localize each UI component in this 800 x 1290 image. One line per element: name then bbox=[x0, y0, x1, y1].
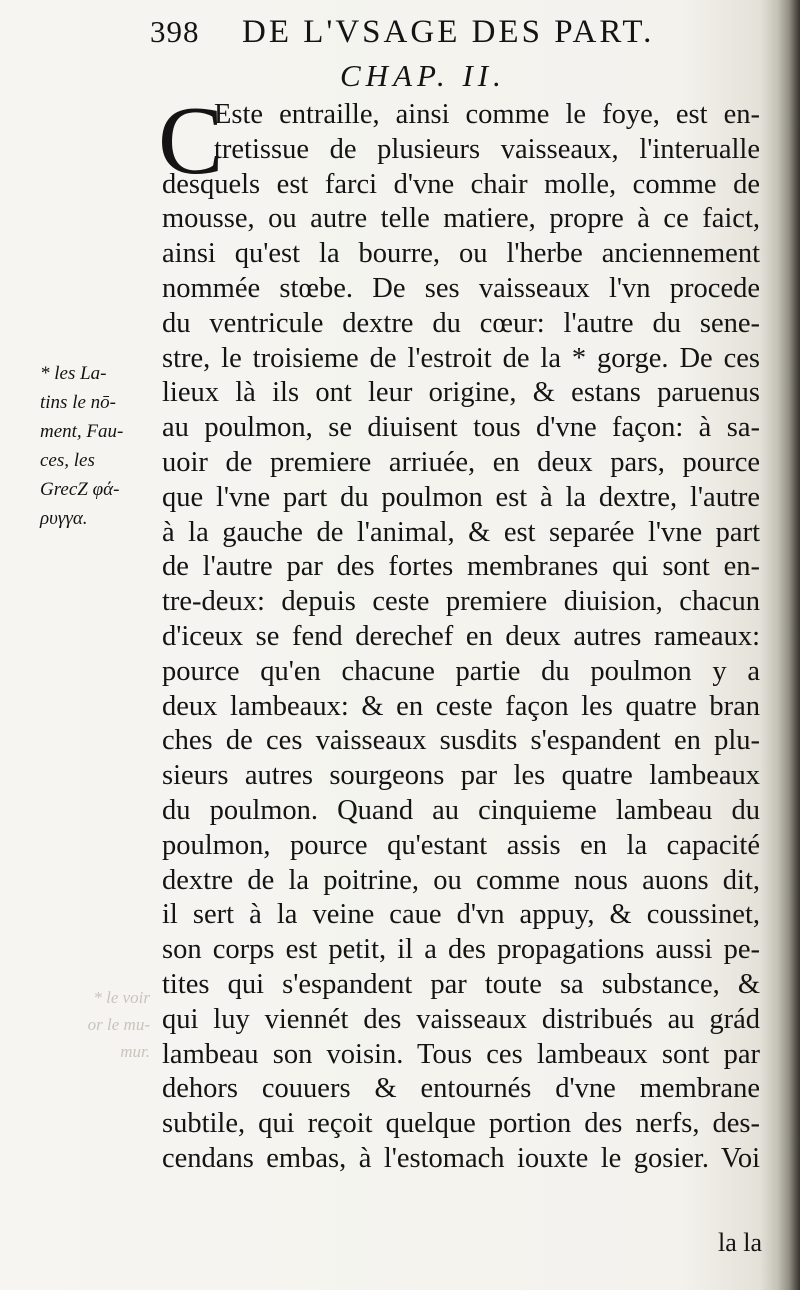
margin-note-line: ces, les bbox=[40, 450, 95, 471]
margin-note-line: ment, Fau- bbox=[40, 421, 124, 442]
text-line: qui luy viennét des vaisseaux distribués au grád bbox=[162, 1003, 760, 1035]
text-line: d'iceux se fend derechef en deux autres rameaux: bbox=[162, 621, 760, 652]
text-line: tites qui s'espandent par toute sa substance, & bbox=[162, 969, 760, 1000]
text-line: dehors couuers & entournés d'vne membrane bbox=[162, 1073, 760, 1105]
text-line: stre, le troisieme de l'estroit de la * gorge. De ces bbox=[162, 342, 760, 374]
text-line: au poulmon, se diuisent tous d'vne façon: à sa- bbox=[162, 412, 760, 444]
text-line: du poulmon. Quand au cinquieme lambeau du bbox=[162, 795, 760, 826]
text-line: sieurs autres sourgeons par les quatre lambeaux bbox=[162, 760, 760, 792]
text-line: que l'vne part du poulmon est à la dextre, l'autre bbox=[162, 481, 760, 513]
margin-note-line: ρυγγα. bbox=[40, 508, 88, 529]
page-number: 398 bbox=[150, 14, 200, 49]
text-line: uoir de premiere arriuée, en deux pars, pource bbox=[162, 447, 760, 478]
text-line: il sert à la veine caue d'vn appuy, & coussinet, bbox=[162, 899, 760, 931]
text-line: mousse, ou autre telle matiere, propre à ce faict, bbox=[162, 203, 760, 235]
drop-cap: C bbox=[158, 87, 224, 195]
margin-note-line: GrecZ φά- bbox=[40, 479, 120, 500]
page-edge-shadow bbox=[778, 0, 800, 1290]
text-line: subtile, qui reçoit quelque portion des nerfs, des- bbox=[162, 1108, 760, 1140]
text-line: ches de ces vaisseaux susdits s'espandent en plu- bbox=[162, 725, 760, 757]
running-title: DE L'VSAGE DES PART. bbox=[242, 14, 655, 50]
text-line: de l'autre par des fortes membranes qui sont en- bbox=[162, 551, 760, 583]
text-line: à la gauche de l'animal, & est separée l'vne part bbox=[162, 516, 760, 548]
text-line: cendans embas, à l'estomach iouxte le gosier. Voi bbox=[162, 1143, 760, 1174]
text-line: lambeau son voisin. Tous ces lambeaux sont par bbox=[162, 1038, 760, 1070]
margin-note-line: * les La- bbox=[40, 363, 107, 384]
text-line: pource qu'en chacune partie du poulmon y a bbox=[162, 655, 760, 687]
text-line: ainsi qu'est la bourre, ou l'herbe anciennement bbox=[162, 238, 760, 270]
chapter-heading: CHAP. II. bbox=[340, 58, 506, 93]
text-line: du ventricule dextre du cœur: l'autre du sene- bbox=[162, 307, 760, 339]
text-line: lieux là ils ont leur origine, & estans paruenus bbox=[162, 377, 760, 409]
bleed-note-line: or le mu- bbox=[87, 1015, 150, 1034]
text-line: nommée stœbe. De ses vaisseaux l'vn procede bbox=[162, 273, 760, 304]
bleed-note-line: * le voir bbox=[93, 988, 150, 1007]
text-line: tretissue de plusieurs vaisseaux, l'interualle bbox=[214, 133, 760, 165]
margin-note-line: tins le nō- bbox=[40, 392, 116, 413]
text-line: poulmon, pource qu'estant assis en la capacité bbox=[162, 829, 760, 861]
text-line: desquels est farci d'vne chair molle, comme de bbox=[162, 168, 760, 200]
running-header bbox=[150, 14, 720, 54]
catchword: la la bbox=[718, 1228, 763, 1257]
text-line: son corps est petit, il a des propagations aussi pe- bbox=[162, 934, 760, 966]
text-line: dextre de la poitrine, ou comme nous auons dit, bbox=[162, 864, 760, 896]
bleed-note-line: mur. bbox=[120, 1042, 150, 1061]
text-line: Este entraille, ainsi comme le foye, est en- bbox=[214, 99, 760, 130]
text-line: tre-deux: depuis ceste premiere diuision, chacun bbox=[162, 586, 760, 618]
text-line: deux lambeaux: & en ceste façon les quatre bran bbox=[162, 690, 760, 722]
